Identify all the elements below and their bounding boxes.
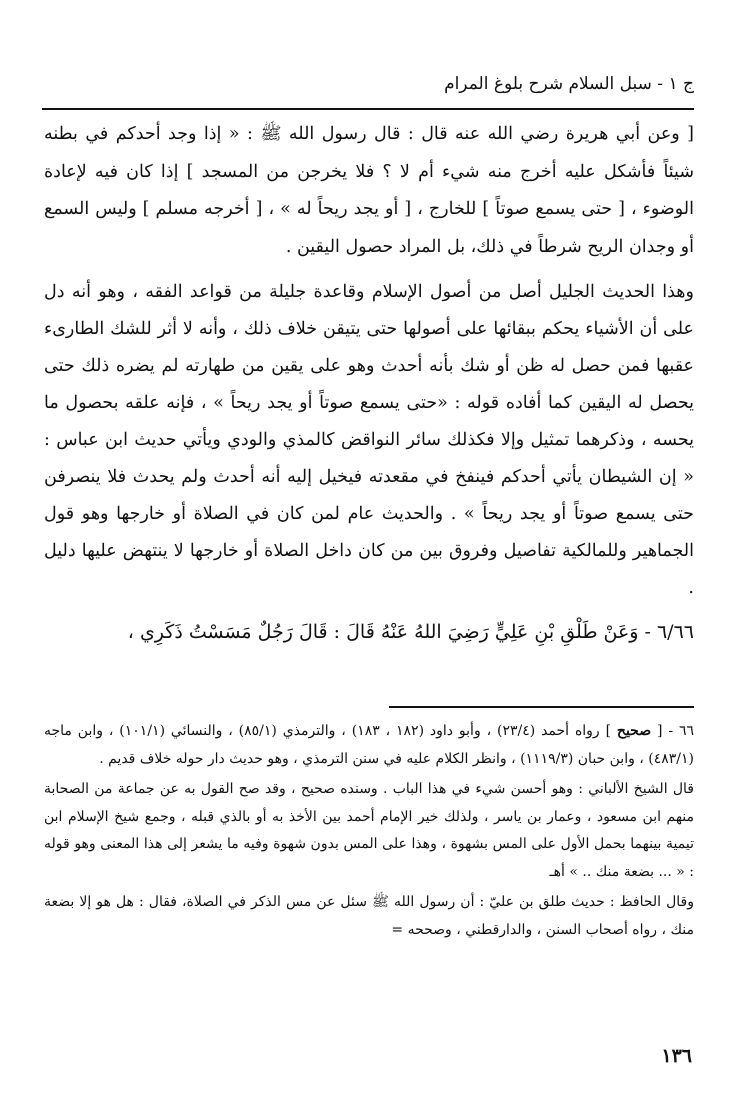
footnotes	[44, 718, 694, 944]
footnote-hafiz: وقال الحافظ : حديث طلق بن عليّ : أن رسول الله ﷺ سئل عن مس الذكر في الصلاة، فقال : هل هو إلا بضعة منك ، رواه أصحاب السنن ، والدارقطني ، وصححه =	[44, 894, 694, 938]
page-number: ١٣٦	[661, 1045, 692, 1067]
paragraph-commentary: وهذا الحديث الجليل أصل من أصول الإسلام وقاعدة جليلة من قواعد الفقه ، وهو أنه دل على أن الأشياء يحكم ببقائها على أصولها حتى يتيقن خلاف ذلك ، وأنه لا أثر للشك الطارىء عقبها فمن حصل له ظن أو شك بأنه أحدث وهو على يقين من طهارته لم يضره ذلك حتى يحصل له اليقين كما أفاده قوله : «حتى يسمع صوتاً أو يجد ريحاً » ، فإنه علقه بحصول ما يحسه ، وذكرهما تمثيل وإلا فكذلك سائر النواقض كالمذي والودي ويأتي حديث ابن عباس : « إن الشيطان يأتي أحدكم فينفخ في مقعدته فيخيل إليه أنه أحدث ولم يحدث فلا ينصرفن حتى يسمع صوتاً أو يجد ريحاً » . والحديث عام لمن كان في الصلاة أو خارجها وهو قول الجماهير وللمالكية تفاصيل وفروق بين من كان داخل الصلاة أو خارجها لا ينتهض عليها دليل .	[44, 282, 694, 598]
footnote-separator	[389, 706, 694, 708]
grading-label: صحيح	[616, 723, 652, 739]
paragraph-hadith-abu-hurayra: [ وعن أبي هريرة رضي الله عنه قال : قال رسول الله ﷺ : « إذا وجد أحدكم في بطنه شيئاً فأشكل عليه أخرج منه شيء أم لا ؟ فلا يخرجن من المسجد ] إذا كان فيه لإعادة الوضوء ، [ حتى يسمع صوتاً ] للخارج ، [ أو يجد ريحاً له » ، [ أخرجه مسلم ] وليس السمع أو وجدان الريح شرطاً في ذلك، بل المراد حصول اليقين .	[44, 124, 694, 257]
footnote-takhrij	[44, 718, 694, 773]
footnote-lead: ٦٦ - [	[651, 723, 694, 739]
running-header	[44, 74, 694, 104]
main-text	[44, 116, 694, 651]
header-rule	[42, 108, 694, 110]
footnote-text: ] رواه أحمد (٢٣/٤) ، وأبو داود (١٨٢ ، ١٨٣) ، والترمذي (٨٥/١) ، والنسائي (١٠١/١) ، وابن ماجه (٤٨٣/١) ، وابن حبان (١١١٩/٣) ، وانظر الكلام عليه في سنن الترمذي ، وهو حديث دار حوله خلاف قديم .	[44, 723, 694, 767]
hadith-heading-line: ٦/٦٦ - وَعَنْ طَلْقِ بْنِ عَلِيٍّ رَضِيَ اللهُ عَنْهُ قَالَ : قَالَ رَجُلٌ مَسَسْتُ ذَكَرِي ،	[127, 621, 694, 643]
header-title: ج ١ - سبل السلام شرح بلوغ المرام	[444, 74, 694, 94]
book-page	[44, 0, 694, 1112]
footnote-albani: قال الشيخ الألباني : وهو أحسن شيء في هذا الباب . وسنده صحيح ، وقد صح القول به عن جماعة من الصحابة منهم ابن مسعود ، وعمار بن ياسر ، ولذلك خير الإمام أحمد بين الأخذ به أو بالذي قبله ، وجمع شيخ الإسلام ابن تيمية بينهما بحمل الأول على المس بشهوة ، وهذا على المس بدون شهوة وفيه ما يشعر إلى هذا المعنى وهو قوله : « ... بضعة منك .. » أهـ	[44, 781, 695, 880]
